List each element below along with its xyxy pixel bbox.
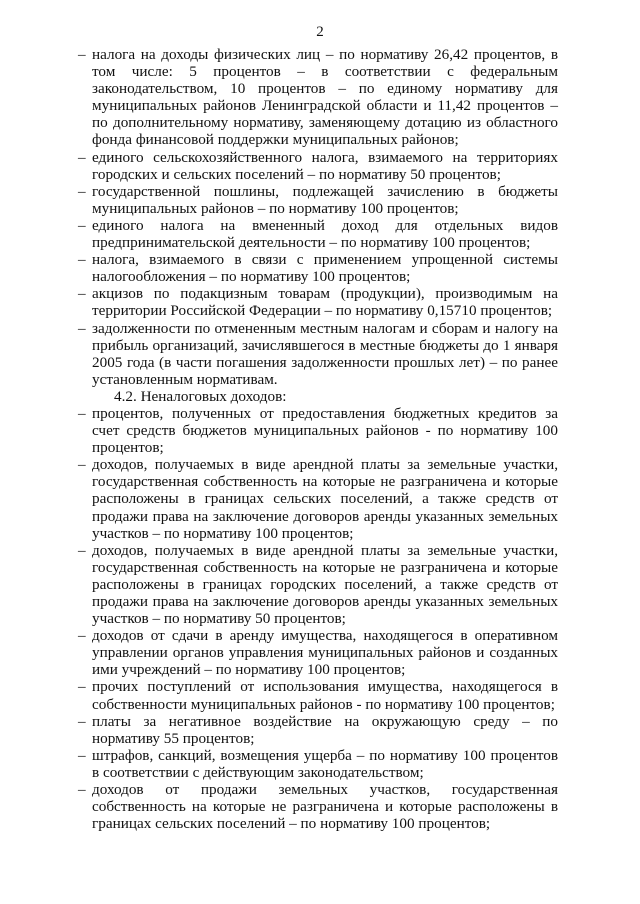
bullet-dash: – — [78, 148, 86, 166]
document-body — [78, 46, 558, 833]
bullet-dash: – — [78, 541, 86, 559]
list-item-text: доходов от сдачи в аренду имущества, находящегося в оперативном управлении органов управления муниципальных районов и созданных ими учреждений – по нормативу 100 процентов; — [92, 627, 558, 679]
nontax-income-list — [78, 404, 558, 833]
bullet-dash: – — [78, 285, 86, 303]
list-item — [78, 712, 558, 747]
bullet-dash: – — [78, 712, 86, 730]
list-item — [78, 216, 558, 252]
list-item — [78, 285, 558, 320]
list-item — [78, 456, 558, 542]
list-item-text: единого сельскохозяйственного налога, взимаемого на территориях городских и сельских поселений – по нормативу 50 процентов; — [92, 148, 558, 183]
bullet-dash: – — [78, 678, 86, 696]
list-item-text: налога на доходы физических лиц – по нормативу 26,42 процентов, в том числе: 5 процентов – в соответствии с федеральным законодательством, 10 процентов – по единому нормативу для муниципальных районов Ленинградской области и 11,42 процентов – по дополнительному нормативу, заменяющему дотацию из областного фонда финансовой поддержки муниципальных районов; — [92, 46, 558, 149]
list-item-text: задолженности по отмененным местным налогам и сборам и налогу на прибыль организаций, зачислявшегося в местные бюджеты до 1 января 2005 года (в части погашения задолженности прошлых лет) – по ранее установленным нормативам. — [92, 319, 558, 388]
list-item — [78, 251, 558, 286]
list-item-text: платы за негативное воздействие на окружающую среду – по нормативу 55 процентов; — [92, 712, 558, 747]
bullet-dash: – — [78, 627, 86, 645]
list-item-text: прочих поступлений от использования имущества, находящегося в собственности муниципальных районов - по нормативу 100 процентов; — [92, 678, 558, 713]
list-item — [78, 404, 558, 457]
list-item-text: доходов, получаемых в виде арендной платы за земельные участки, государственная собственность на которые не разграничена и которые расположены в границах городских поселений, а также средств от продажи права на заключение договоров аренды указанных земельных участков – по нормативу 50 процентов; — [92, 541, 558, 628]
bullet-dash: – — [78, 404, 86, 422]
tax-income-list — [78, 46, 558, 388]
bullet-dash: – — [78, 456, 86, 474]
list-item-text: единого налога на вмененный доход для отдельных видов предпринимательской деятельности – по нормативу 100 процентов; — [92, 216, 558, 252]
bullet-dash: – — [78, 781, 86, 799]
section-heading: 4.2. Неналоговых доходов: — [114, 387, 287, 405]
list-item — [78, 781, 558, 833]
list-item — [78, 46, 558, 149]
list-item — [78, 148, 558, 183]
list-item — [78, 746, 558, 781]
list-item-text: государственной пошлины, подлежащей зачислению в бюджеты муниципальных районов – по нормативу 100 процентов; — [92, 182, 558, 217]
list-item — [78, 627, 558, 679]
list-item — [78, 319, 558, 388]
list-item-text: доходов от продажи земельных участков, государственная собственность на которые не разграничена и которые расположены в границах сельских поселений – по нормативу 100 процентов; — [92, 781, 558, 833]
list-item-text: штрафов, санкций, возмещения ущерба – по нормативу 100 процентов в соответствии с действующим законодательством; — [92, 746, 558, 781]
list-item-text: доходов, получаемых в виде арендной платы за земельные участки, государственная собственность на которые не разграничена и которые расположены в границах сельских поселений, а также средств от продажи права на заключение договоров аренды указанных земельных участков – по нормативу 100 процентов; — [92, 456, 558, 542]
list-item-text: налога, взимаемого в связи с применением упрощенной системы налогообложения – по нормативу 100 процентов; — [92, 251, 558, 286]
list-item-text: процентов, полученных от предоставления бюджетных кредитов за счет средств бюджетов муниципальных районов - по нормативу 100 процентов; — [92, 404, 558, 457]
bullet-dash: – — [78, 182, 86, 200]
list-item-text: акцизов по подакцизным товарам (продукции), производимым на территории Российской Федерации – по нормативу 0,15710 процентов; — [92, 285, 558, 320]
page-number: 2 — [316, 24, 324, 40]
list-item — [78, 678, 558, 713]
bullet-dash: – — [78, 46, 86, 63]
bullet-dash: – — [78, 746, 86, 764]
list-item — [78, 541, 558, 628]
list-item — [78, 182, 558, 217]
bullet-dash: – — [78, 216, 86, 234]
bullet-dash: – — [78, 319, 86, 337]
bullet-dash: – — [78, 251, 86, 269]
